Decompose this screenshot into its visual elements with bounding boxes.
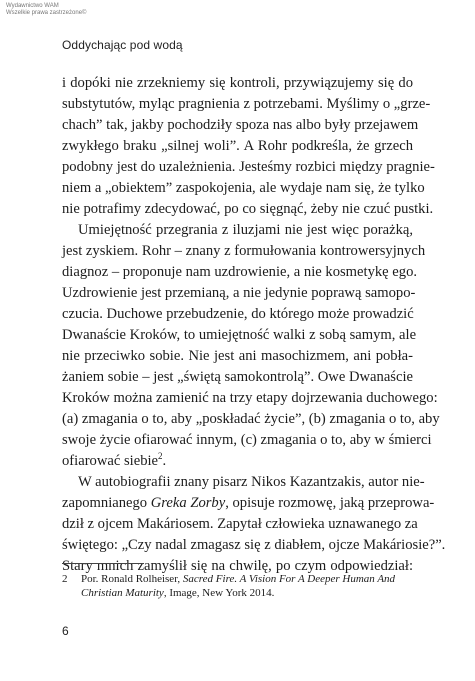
text-line: dził z ojcem Makáriosem. Zapytał człowieka uznawanego za	[62, 516, 418, 532]
line-text: ofiarować siebie	[62, 453, 159, 469]
text-line: jest zyskiem. Rohr – znany z formułowania kontrowersyjnych	[62, 243, 426, 259]
text-line: żaniem sobie – jest „świętą samokontrolą”. Owe Dwanaście	[62, 369, 413, 385]
line-text: zapomnianego	[62, 495, 151, 511]
text-line: substytutów, myląc pragnienia z potrzebami. Myślimy o „grze-	[62, 96, 431, 112]
text-line: i dopóki nie zrzekniemy się kontroli, przywiązujemy się do	[62, 75, 413, 91]
text-line: Umiejętność przegrania z iluzjami nie jest więc porażką,	[78, 222, 413, 238]
text-line: czucia. Duchowe przebudzenie, do którego może prowadzić	[62, 306, 414, 322]
text-line: Dwanaście Kroków, to umiejętność walki z sobą samym, ale	[62, 327, 417, 343]
text-line: świętego: „Czy nadal zmagasz się z diabłem, ojcze Makáriosie?”.	[62, 537, 446, 553]
footnote-title-cont: Christian Maturity	[81, 587, 164, 599]
text-line	[62, 451, 413, 472]
text-line: niem a „obiektem” zaspokojenia, ale wydaje nam się, że tylko	[62, 180, 425, 196]
text-line: Kroków można zamienić na trzy etapy dojrzewania duchowego:	[62, 390, 438, 406]
publisher-line: Wydawnictwo WAM	[6, 3, 59, 9]
text-line: diagnoz – proponuje nam uzdrowienie, a nie kosmetykę ego.	[62, 264, 418, 280]
text-line: Stary mnich zamyślił się na chwilę, po czym odpowiedział:	[62, 558, 413, 574]
text-line: Uzdrowienie jest przemianą, a nie jedynie poprawą samopo-	[62, 285, 416, 301]
footnote	[62, 572, 413, 600]
text-line: nie potrafimy zdecydować, po co sięgnąć, żeby nie czuć pustki.	[62, 201, 434, 217]
sentence-end: .	[162, 453, 167, 469]
footnote-reference[interactable]: 2	[158, 451, 163, 462]
copyright-notice	[6, 3, 86, 17]
footnote-title: Sacred Fire. A Vision For A Deeper Human And	[182, 573, 396, 585]
text-line: podobny jest do uzależnienia. Jesteśmy rozbici między pragnie-	[62, 159, 435, 175]
footnote-line	[62, 572, 413, 586]
body-text	[62, 73, 446, 577]
footnote-prefix: Por. Ronald Rolheiser,	[81, 573, 183, 585]
footnote-number: 2	[62, 573, 68, 585]
text-line: nie przeciwko sobie. Nie jest ani masochizmem, ani pobła-	[62, 348, 413, 364]
text-line: (a) zmagania o to, aby „poskładać życie”, (b) zmagania o to, aby	[62, 411, 440, 427]
text-line: zwykłego braku „silnej woli”. A Rohr podkreśla, że grzech	[62, 138, 413, 154]
text-line: W autobiografii znany pisarz Nikos Kazantzakis, autor nie-	[78, 474, 425, 490]
text-line: chach” tak, jakby pochodziły spoza nas albo były przejawem	[62, 117, 419, 133]
rights-line: Wszelkie prawa zastrzeżone©	[6, 10, 87, 16]
book-title: Greka Zorby	[150, 495, 226, 511]
text-line	[62, 493, 435, 514]
page-number: 6	[62, 624, 69, 638]
footnote-line	[62, 586, 413, 600]
text-line: swoje życie ofiarować innym, (c) zmagania o to, aby w śmierci	[62, 432, 432, 448]
footnote-suffix: , Image, New York 2014.	[163, 587, 275, 599]
running-head: Oddychając pod wodą	[62, 38, 183, 52]
line-text: , opisuje rozmowę, jaką przeprowa-	[225, 495, 435, 511]
footnote-divider	[62, 563, 144, 564]
